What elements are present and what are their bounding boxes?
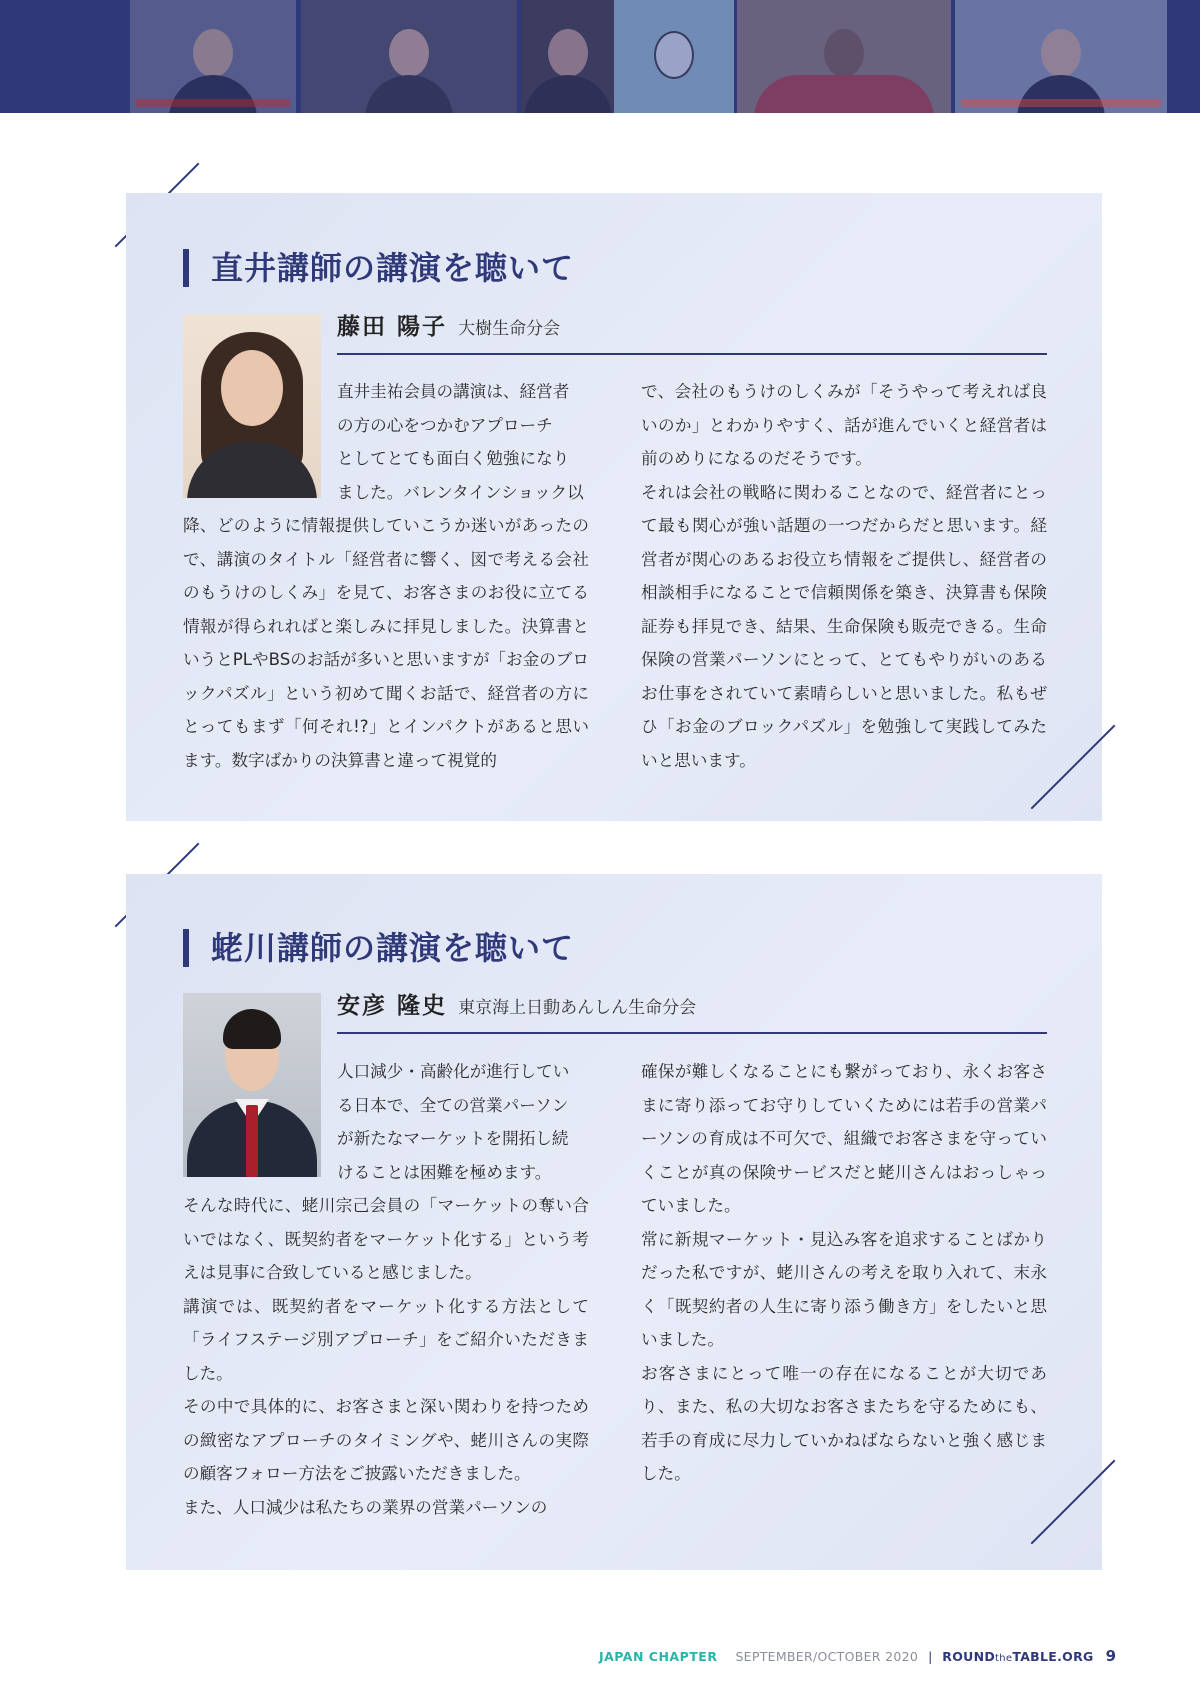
paragraph: その中で具体的に、お客さまと深い関わりを持つための緻密なアプローチのタイミングや、蛯川さんの実際の顧客フォロー方法をご披露いただきました。 [183,1397,589,1483]
video-tile [737,0,951,113]
group-image [754,23,934,113]
video-tile [614,0,734,113]
speaker-name-row [337,311,1047,355]
video-tile [301,0,517,113]
footer-site-table: TABLE.ORG [1012,1649,1094,1664]
article-left-column [183,509,589,777]
footer-site-the: the [995,1653,1013,1664]
video-tile [955,0,1167,113]
tile-caption [136,99,290,107]
text-line: ました。バレンタインショック以 [337,482,584,502]
text-line: 直井圭祐会員の講演は、経営者 [337,382,570,401]
article-right-column [641,375,1047,777]
speaker-affiliation: 大樹生命分会 [458,319,561,339]
speaker-name: 藤田 陽子 [337,314,448,340]
tile-caption [961,99,1161,107]
paragraph: 確保が難しくなることにも繋がっており、永くお客さまに寄り添ってお守りしていくためには若手の営業パーソンの育成は不可欠で、組織でお客さまを守っていくことが真の保険サービスだと蛯川さんはおっしゃっていました。 [641,1062,1047,1215]
page-number: 9 [1105,1647,1116,1665]
speaker-photo [183,314,321,498]
speaker-image [365,23,453,113]
video-tile [130,0,296,113]
text-line: けることは困難を極めます。 [337,1162,552,1182]
speaker-photo [183,993,321,1177]
paragraph: お客さまにとって唯一の存在になることが大切であり、また、私の大切なお客さまたちを守るためにも、若手の育成に尽力していかねばならないと強く感じました。 [641,1363,1047,1483]
speaker-name-row [337,990,1047,1034]
footer-site-round: ROUND [942,1649,996,1664]
paragraph: 講演では、既契約者をマーケット化する方法として「ライフステージ別アプローチ」をご紹介いただきました。 [183,1296,589,1383]
article-wrap-text [337,1055,589,1189]
video-tile [521,0,614,113]
footer-separator: | [928,1649,933,1664]
text-line: の方の心をつかむアプローチ [337,415,553,435]
paragraph: 降、どのように情報提供していこうか迷いがあったので、講演のタイトル「経営者に響く、図で考える会社のもうけのしくみ」を見て、お客さまのお役に立てる情報が得られればと楽しみに拝見しました。決算書というとPLやBSのお話が多いと思いますが「お金のブロックパズル」という初めて聞くお話で、経営者の方にとってもまず「何それ!?」とインパクトがあると思います。数字ばかりの決算書と違って視覚的 [183,516,589,770]
paragraph: そんな時代に、蛯川宗己会員の「マーケットの奪い合いではなく、既契約者をマーケット化する」という考えは見事に合致していると感じました。 [183,1196,589,1282]
text-line: としてとても面白く勉強になり [337,449,570,468]
article-right-column [641,1055,1047,1491]
page-footer [599,1646,1116,1666]
text-line: る日本で、全ての営業パーソン [337,1095,569,1115]
top-banner [0,0,1200,113]
article-wrap-text [337,375,589,509]
speaker-name: 安彦 隆史 [337,993,448,1019]
footer-site [942,1649,1093,1664]
section-title: 直井講師の講演を聴いて [183,249,574,287]
footer-chapter: JAPAN CHAPTER [598,1649,718,1664]
paragraph: それは会社の戦略に関わることなので、経営者にとって最も関心が強い話題の一つだからだと思います。経営者が関心のあるお役立ち情報をご提供し、経営者の相談相手になることで信頼関係を築き、決算書も保険証券も拝見でき、結果、生命保険も販売できる。生命保険の営業パーソンにとって、とてもやりがいのあるお仕事をされていて素晴らしいと思いました。私もぜひ「お金のブロックパズル」を勉強して実践してみたいと思います。 [641,482,1047,770]
logo-image [644,23,704,93]
paragraph: で、会社のもうけのしくみが「そうやって考えれば良いのか」とわかりやすく、話が進んでいくと経営者は前のめりになるのだそうです。 [641,382,1047,468]
speaker-image [524,23,612,113]
article-left-column [183,1189,589,1524]
paragraph: 常に新規マーケット・見込み客を追求することばかりだった私ですが、蛯川さんの考えを取り入れて、末永く「既契約者の人生に寄り添う働き方」をしたいと思いました。 [641,1229,1047,1349]
footer-date: SEPTEMBER/OCTOBER 2020 [735,1649,919,1664]
section-title: 蛯川講師の講演を聴いて [183,929,574,967]
text-line: 人口減少・高齢化が進行してい [337,1062,570,1081]
paragraph: また、人口減少は私たちの業界の営業パーソンの [183,1497,548,1517]
text-line: が新たなマーケットを開拓し続 [337,1129,569,1148]
speaker-affiliation: 東京海上日動あんしん生命分会 [458,998,697,1018]
